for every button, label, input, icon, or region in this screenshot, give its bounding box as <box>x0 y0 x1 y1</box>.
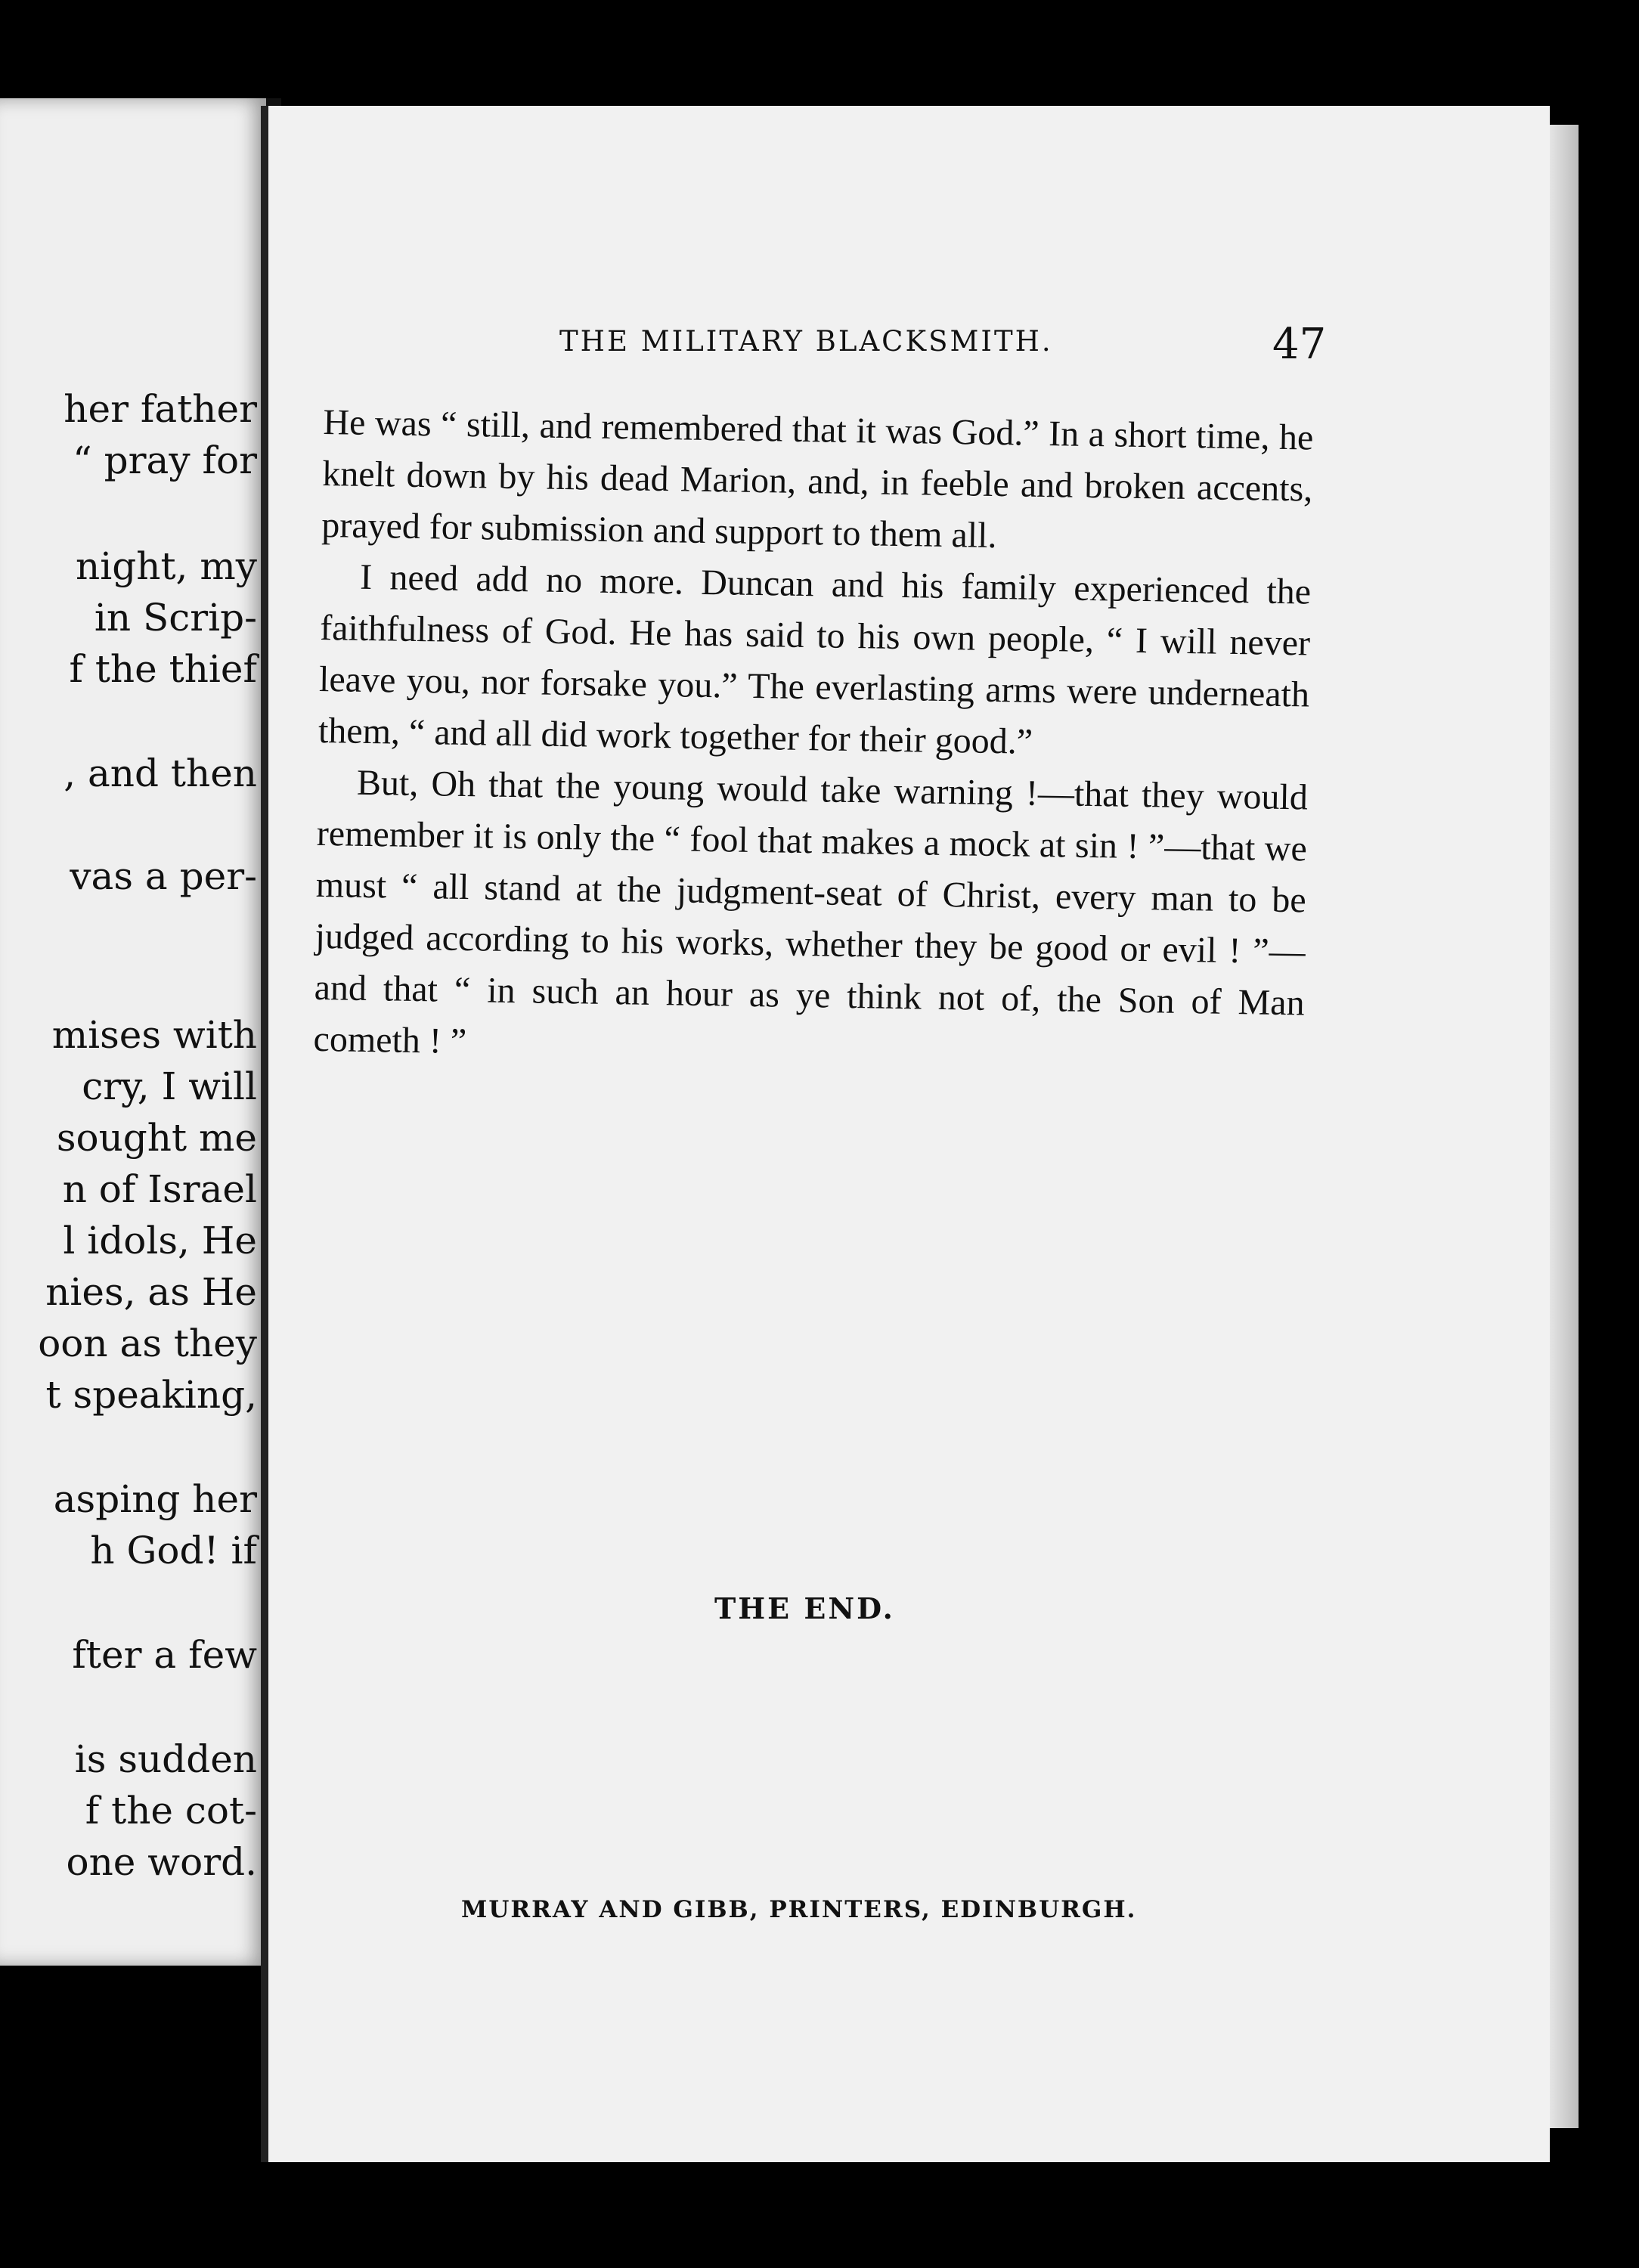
left-page-line: night, my <box>76 544 257 588</box>
left-page-line: nies, as He <box>45 1270 257 1314</box>
left-page-line: l idols, He <box>63 1219 257 1263</box>
left-page-line: fter a few <box>72 1633 257 1677</box>
left-page-line: vas a per- <box>70 854 257 898</box>
paragraph: But, Oh that the young would take warning !—that they would remember it is only the “ fool that makes a mock at sin ! ”—that we must “ all stand at the judgment-seat of Christ, every man to be judged according to his works, whether they be good or evil ! ”—and that “ in such an hour as ye think not of, the Son of Man cometh ! ” <box>313 762 1309 1062</box>
left-page-line: one word. <box>66 1840 257 1884</box>
left-page-line: t speaking, <box>45 1373 257 1417</box>
left-page-line: in Scrip- <box>94 596 257 640</box>
left-page-line: her father <box>64 387 257 431</box>
left-page-line: n of Israel <box>62 1167 257 1211</box>
left-page-line: mises with <box>51 1013 257 1057</box>
paragraph: He was “ still, and remembered that it was God.” In a short time, he knelt down by his dead Marion, and, in feeble and broken accents, prayed for submission and support to them all. <box>321 401 1314 556</box>
left-page-line: “ pray for <box>73 438 257 482</box>
left-page-line: , and then <box>64 751 257 795</box>
left-page-line: f the thief <box>69 647 257 691</box>
body-text <box>313 397 1314 1080</box>
left-page-line: f the cot- <box>85 1789 257 1833</box>
paragraph: I need add no more. Duncan and his family experienced the faithfulness of God. He has said to his own people, “ I will never leave you, nor forsake you.” The everlasting arms were underneath them, “ and all did work together for their good.” <box>318 556 1312 762</box>
running-head: THE MILITARY BLACKSMITH. <box>559 325 1053 358</box>
left-page-line: cry, I will <box>82 1064 257 1108</box>
left-page-line: h God! if <box>90 1529 257 1572</box>
the-end-heading: THE END. <box>714 1591 895 1625</box>
left-page-line: asping her <box>53 1477 257 1521</box>
left-page-line: oon as they <box>38 1321 257 1365</box>
left-page-line: sought me <box>56 1116 257 1160</box>
left-page-line: is sudden <box>74 1737 257 1781</box>
printer-imprint: MURRAY AND GIBB, PRINTERS, EDINBURGH. <box>461 1896 1137 1923</box>
page-number: 47 <box>1272 320 1327 369</box>
